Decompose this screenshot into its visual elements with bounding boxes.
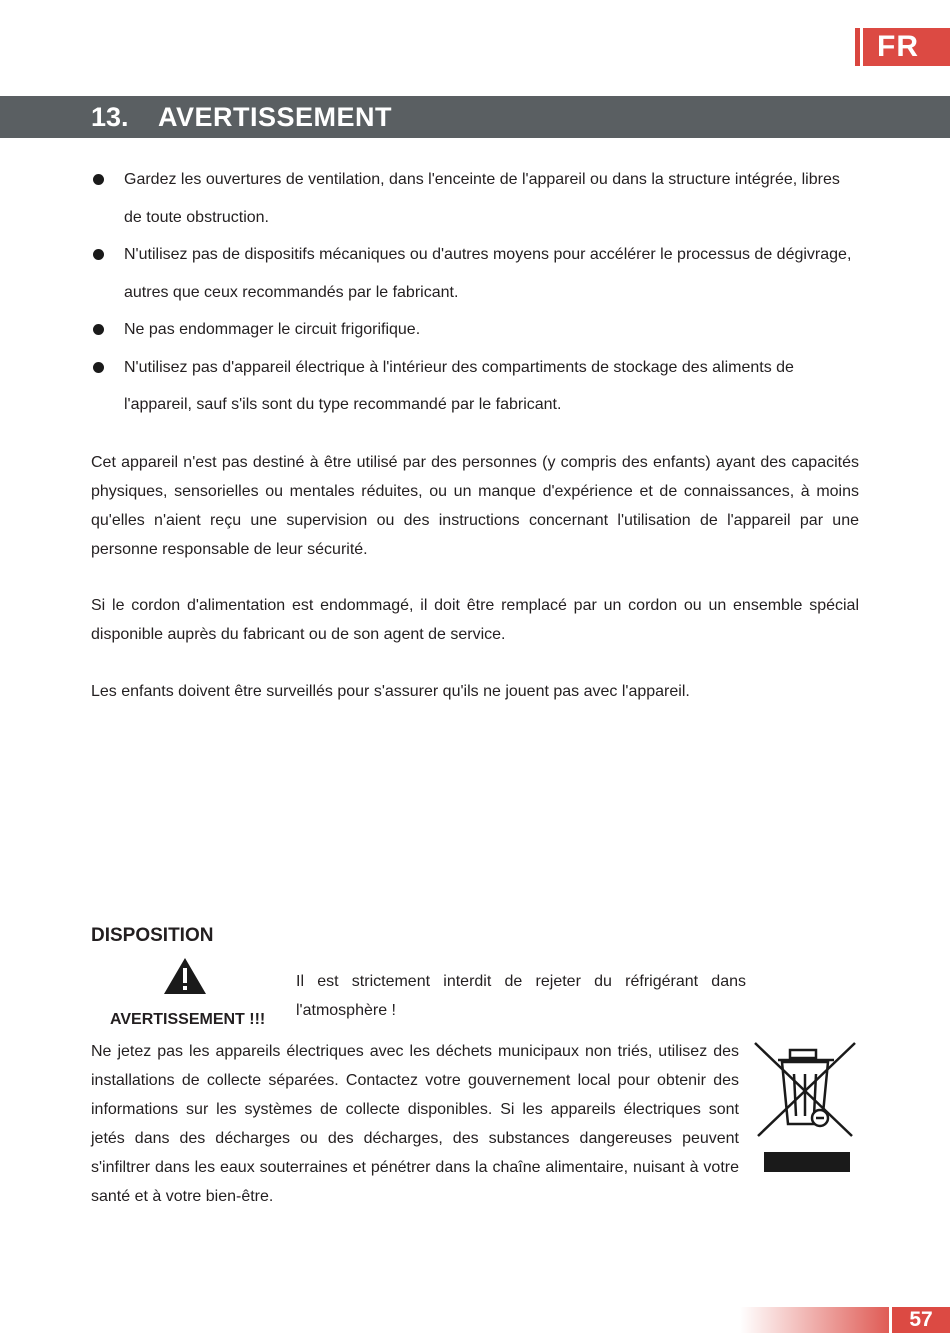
bullet-icon [93,324,104,335]
warning-label: AVERTISSEMENT !!! [110,1011,266,1028]
language-tab-stripe [855,28,860,66]
language-tab [855,28,950,66]
list-item [91,311,861,349]
refrigerant-warning-text: Il est strictement interdit de rejeter du réfrigérant dans l'atmosphère ! [296,973,746,1019]
list-item [91,349,861,424]
bullet-text: Gardez les ouvertures de ventilation, dans l'enceinte de l'appareil ou dans la structure intégrée, libres de toute obstruction. [124,171,840,226]
paragraph-power-cord: Si le cordon d'alimentation est endommagé, il doit être remplacé par un cordon ou un ensemble spécial disponible auprès du fabricant ou de son agent de service. [91,597,859,643]
paragraph-capacities: Cet appareil n'est pas destiné à être utilisé par des personnes (y compris des enfants) ayant des capacités physiques, sensorielles ou mentales réduites, ou un manque d'expérience et de connaissances, à moins qu'elles n'aient reçu une supervision ou des instructions concernant l'utilisation de l'appareil par une personne responsable de leur sécurité. [91,454,859,558]
disposition-heading: DISPOSITION [91,925,214,946]
page-number-tab [740,1307,950,1333]
bullet-icon [93,174,104,185]
warning-triangle-icon [162,956,208,996]
list-item [91,236,861,311]
bullet-icon [93,249,104,260]
list-item [91,161,861,236]
section-title: AVERTISSEMENT [158,101,393,132]
bullet-text: Ne pas endommager le circuit frigorifique. [124,321,421,338]
page-number-gradient [740,1307,889,1333]
paragraph-children: Les enfants doivent être surveillés pour s'assurer qu'ils ne jouent pas avec l'appareil. [91,683,690,700]
language-label: FR [863,28,950,66]
section-number: 13. [91,101,129,132]
section-header [0,96,950,138]
bullet-icon [93,362,104,373]
crossed-out-bin-icon [752,1040,858,1176]
warning-bullet-list [91,161,861,424]
bullet-text: N'utilisez pas de dispositifs mécaniques ou d'autres moyens pour accélérer le processus de dégivrage, autres que ceux recommandés par le fabricant. [124,246,852,301]
disposal-instructions: Ne jetez pas les appareils électriques avec les déchets municipaux non triés, utilisez des installations de collecte séparées. Contactez votre gouvernement local pour obtenir des informations sur les systèmes de collecte disponibles. Si les appareils électriques sont jetés dans des décharges ou des décharges, des substances dangereuses peuvent s'infiltrer dans les eaux souterraines et pénétrer dans la chaîne alimentaire, nuisant à votre santé et à votre bien-être. [91,1043,739,1205]
page-number: 57 [892,1307,950,1333]
bullet-text: N'utilisez pas d'appareil électrique à l'intérieur des compartiments de stockage des aliments de l'appareil, sauf s'ils sont du type recommandé par le fabricant. [124,358,794,413]
